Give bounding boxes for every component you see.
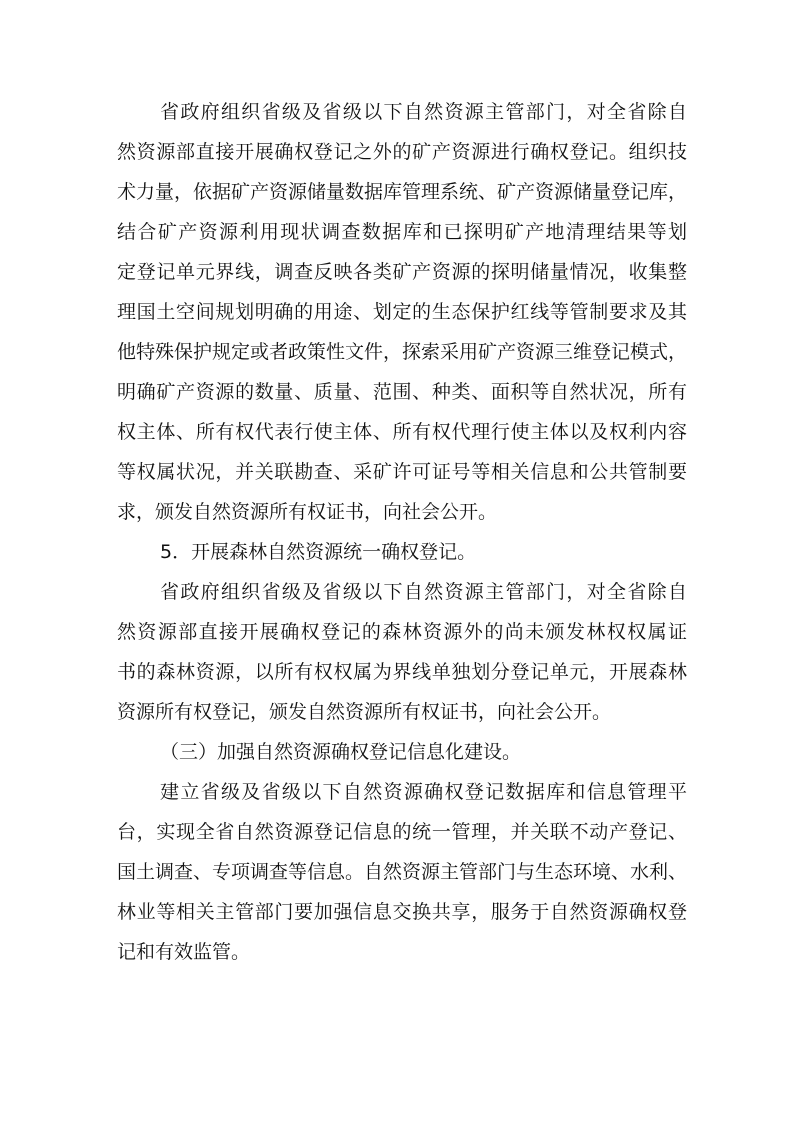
- text-line: 求，颁发自然资源所有权证书，向社会公开。: [117, 501, 498, 523]
- text-line: 权主体、所有权代表行使主体、所有权代理行使主体以及权利内容: [117, 421, 687, 443]
- text-line: 然资源部直接开展确权登记之外的矿产资源进行确权登记。组织技: [117, 141, 687, 163]
- text-line: 明确矿产资源的数量、质量、范围、种类、面积等自然状况，所有: [117, 381, 687, 403]
- text-line: 林业等相关主管部门要加强信息交换共享，服务于自然资源确权登: [117, 901, 687, 923]
- text-line: 省政府组织省级及省级以下自然资源主管部门，对全省除自: [160, 101, 687, 123]
- text-line: 然资源部直接开展确权登记的森林资源外的尚未颁发林权权属证: [117, 621, 687, 643]
- document-body: [117, 92, 687, 972]
- text-line: 建立省级及省级以下自然资源确权登记数据库和信息管理平: [160, 781, 687, 803]
- text-line: 台，实现全省自然资源登记信息的统一管理，并关联不动产登记、: [117, 821, 687, 843]
- text-line: 书的森林资源，以所有权权属为界线单独划分登记单元，开展森林: [117, 661, 687, 683]
- text-line: 他特殊保护规定或者政策性文件，探索采用矿产资源三维登记模式，: [117, 341, 688, 363]
- section-heading-forest: 5．开展森林自然资源统一确权登记。: [160, 541, 477, 563]
- section-heading-informatization: （三）加强自然资源确权登记信息化建设。: [160, 741, 522, 763]
- text-line: 结合矿产资源利用现状调查数据库和已探明矿产地清理结果等划: [117, 221, 687, 243]
- text-line: 省政府组织省级及省级以下自然资源主管部门，对全省除自: [160, 581, 687, 603]
- paragraph-forest-resources: [117, 572, 687, 732]
- text-line: 等权属状况，并关联勘查、采矿许可证号等相关信息和公共管制要: [117, 461, 687, 483]
- text-line: 国土调查、专项调查等信息。自然资源主管部门与生态环境、水利、: [117, 861, 688, 883]
- text-line: 记和有效监管。: [117, 941, 251, 963]
- text-line: 术力量，依据矿产资源储量数据库管理系统、矿产资源储量登记库，: [117, 181, 688, 203]
- paragraph-mineral-resources: [117, 92, 687, 532]
- text-line: 定登记单元界线，调查反映各类矿产资源的探明储量情况，收集整: [117, 261, 687, 283]
- paragraph-informatization: [117, 772, 687, 972]
- text-line: 资源所有权登记，颁发自然资源所有权证书，向社会公开。: [117, 701, 612, 723]
- text-line: 理国土空间规划明确的用途、划定的生态保护红线等管制要求及其: [117, 301, 687, 323]
